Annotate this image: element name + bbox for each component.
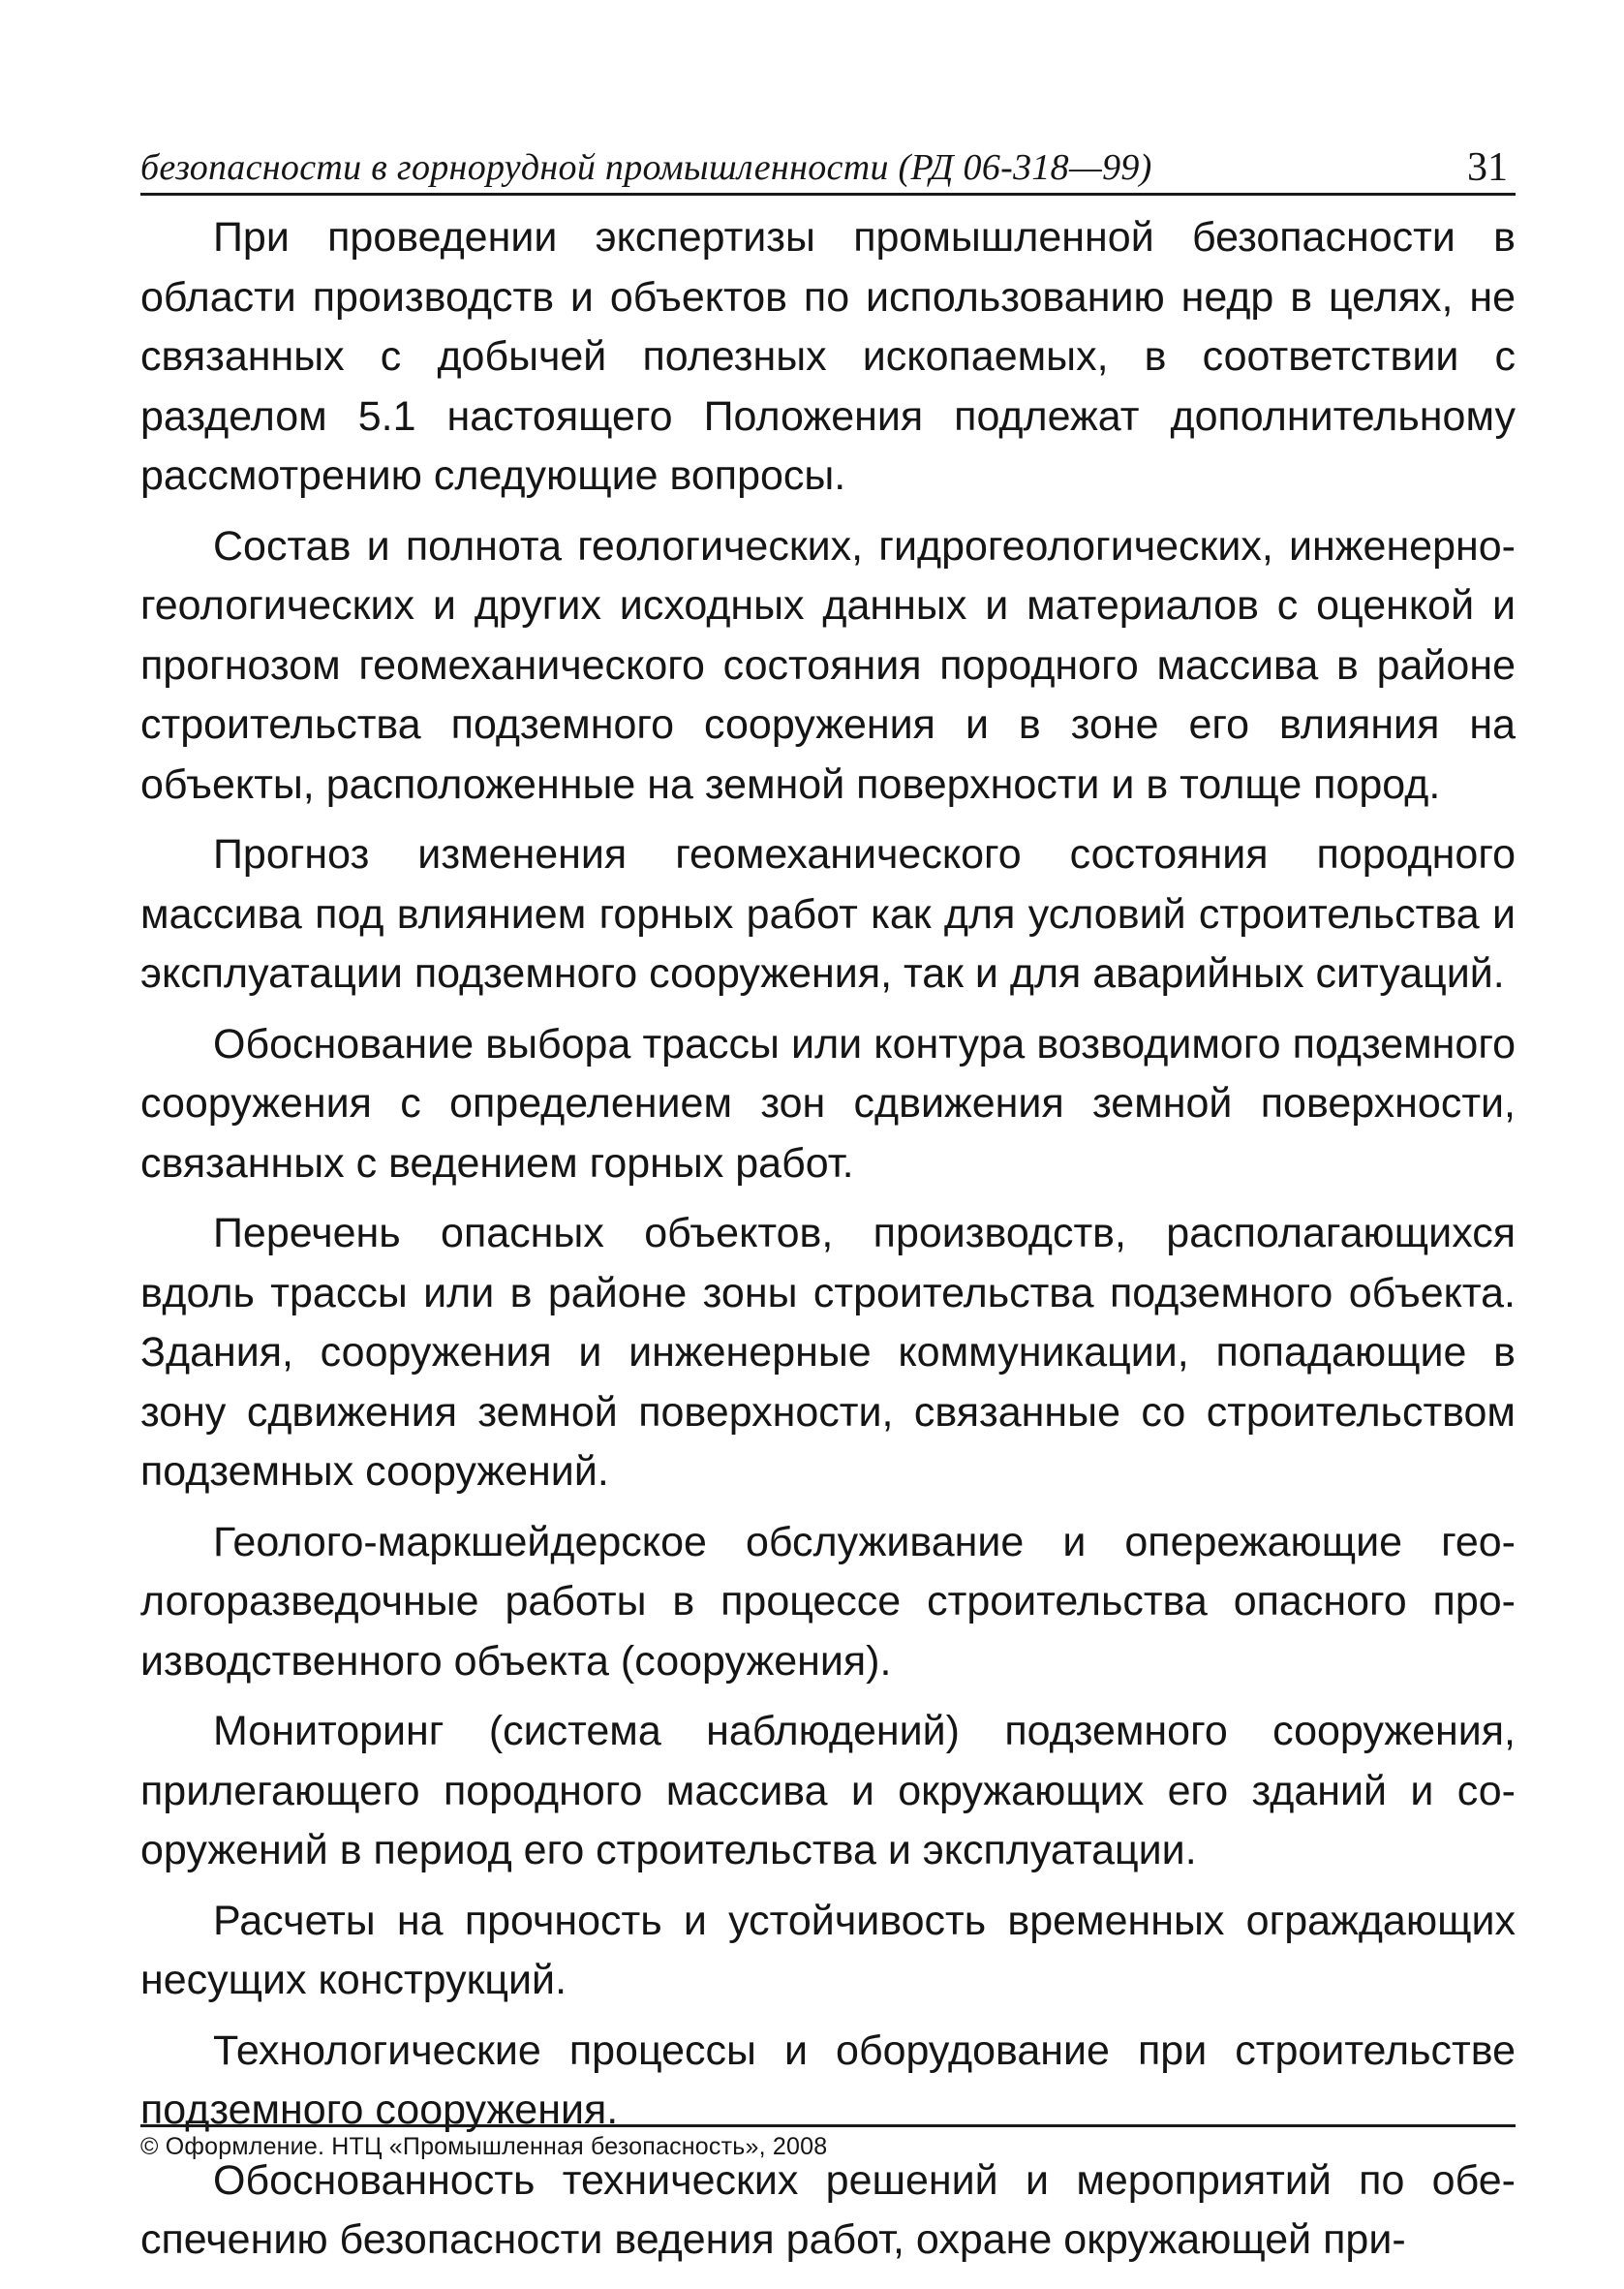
running-header xyxy=(140,140,1516,196)
running-title: безопасности в горнорудной промышленности (РД 06-318—99) xyxy=(140,147,1152,188)
page-number: 31 xyxy=(1467,145,1508,190)
paragraph-monitoring: Мониторинг (система наблюдений) подземного сооружения, прилегающего породного массива и окружающих его зданий и сооружений в период его строительства и эксплуатации. xyxy=(140,1708,1516,1873)
paragraph-safety-measures: Обоснованность технических решений и мероприятий по обеспечению безопасности ведения работ, охране окружающей при- xyxy=(140,2156,1516,2263)
paragraph-technology: Технологические процессы и оборудование при строительстве подземного сооружения. xyxy=(140,2026,1516,2133)
paragraph-source-data: Состав и полнота геологических, гидрогеологических, инженерно-геологических и других исходных данных и материалов с оценкой и прогнозом геомеханического состояния породного массива в районе строительства подземного сооружения и в зоне его влияния на объекты, расположенные на земной поверхности и в толще пород. xyxy=(140,522,1516,808)
paragraph-hazardous-objects: Перечень опасных объектов, производств, располагающихся вдоль трассы или в районе зоны строительства подземного объекта. Здания, сооружения и инженерные коммуникации, попадающие в зону сдвижения земной поверхности, связанные со строительством подземных сооружений. xyxy=(140,1210,1516,1495)
paragraph-route-justification: Обоснование выбора трассы или контура возводимого подземного сооружения с определением зон сдвижения земной поверхности, связанных с ведением горных работ. xyxy=(140,1020,1516,1187)
paragraph-intro: При проведении экспертизы промышленной безопасности в области производств и объектов по использованию недр в целях, не связанных с добычей полезных ископаемых, в соответствии с разделом 5.1 настоящего Положения подлежат дополнительному рассмотрению следующие вопросы. xyxy=(140,214,1516,499)
paragraph-surveying: Геолого-маркшейдерское обслуживание и опережающие геологоразведочные работы в процессе строительства опасного производственного объекта (сооружения). xyxy=(140,1518,1516,1685)
paragraph-strength-calculations: Расчеты на прочность и устойчивость временных ограждающих несущих конструкций. xyxy=(140,1897,1516,2003)
body-text xyxy=(140,208,1516,2281)
footer-copyright: © Оформление. НТЦ «Промышленная безопасность», 2008 xyxy=(140,2124,1516,2161)
paragraph-forecast: Прогноз изменения геомеханического состояния породного массива под влиянием горных работ как для условий строительства и эксплуатации подземного сооружения, так и для аварийных ситуаций. xyxy=(140,831,1516,997)
document-page xyxy=(140,140,1516,2263)
